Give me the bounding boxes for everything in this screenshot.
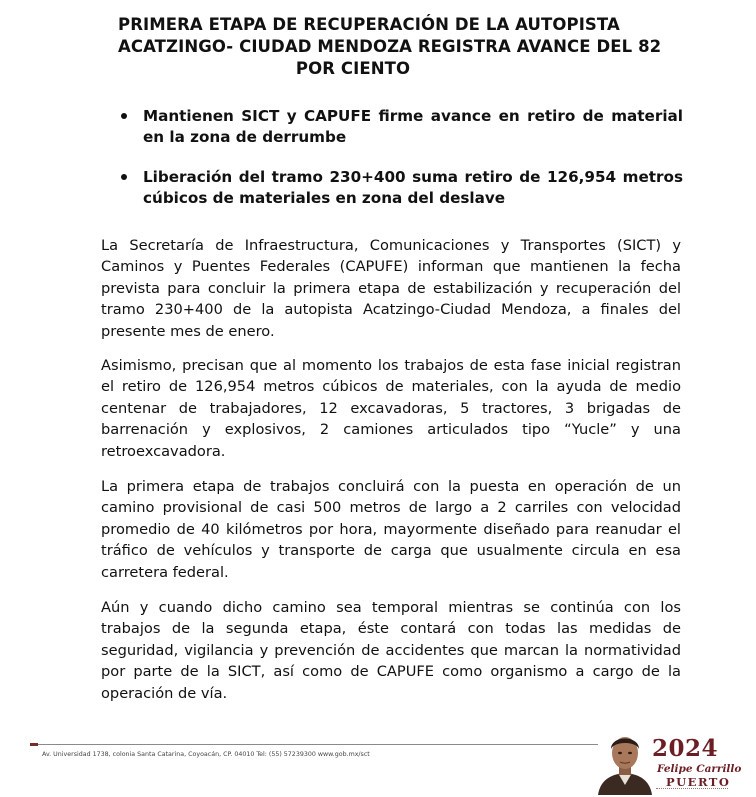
title-line-3: POR CIENTO xyxy=(295,59,411,78)
document-title xyxy=(118,14,662,80)
body-paragraph-4: Aún y cuando dicho camino sea temporal mientras se continúa con los trabajos de la segunda etapa, éste contará con todas las medidas de seguridad, vigilancia y prevención de accidentes que marcan la normatividad por parte de la SICT, así como de CAPUFE como organismo a cargo de la operación de vía. xyxy=(101,599,681,702)
body-paragraph-2: Asimismo, precisan que al momento los trabajos de esta fase inicial registran el retiro de 126,954 metros cúbicos de materiales, con la ayuda de medio centenar de trabajadores, 12 excavadoras, 5 tractores, 3 brigadas de barrenación y explosivos, 2 camiones articulados tipo “Yucle” y una retroexcavadora. xyxy=(101,357,681,460)
logo-year: 2024 xyxy=(652,735,719,762)
body-paragraph-1: La Secretaría de Infraestructura, Comunicaciones y Transportes (SICT) y Caminos y Puentes Federales (CAPUFE) informan que mantienen la fecha prevista para concluir la primera etapa de estabilización y recuperación del tramo 230+400 de la autopista Acatzingo-Ciudad Mendoza, a finales del presente mes de enero. xyxy=(101,237,681,340)
title-line-1: PRIMERA ETAPA DE RECUPERACIÓN DE LA AUTOPISTA xyxy=(118,15,620,34)
bullet-icon xyxy=(121,174,127,180)
highlight-item xyxy=(113,167,683,209)
footer-divider xyxy=(38,744,598,745)
logo-name-line-1: Felipe Carrillo xyxy=(657,763,742,775)
highlights-list xyxy=(113,106,683,209)
footer-address: Av. Universidad 1738, colonia Santa Catarina, Coyoacán, CP. 04010 Tel: (55) 57239300 www.gob.mx/sct xyxy=(42,751,370,758)
highlight-item xyxy=(113,106,683,148)
year-logo xyxy=(594,727,742,795)
bullet-icon xyxy=(121,113,127,119)
highlight-text: Liberación del tramo 230+400 suma retiro de 126,954 metros cúbicos de materiales en zona del deslave xyxy=(143,168,683,207)
body-paragraph-3: La primera etapa de trabajos concluirá con la puesta en operación de un camino provisional de casi 500 metros de largo a 2 carriles con velocidad promedio de 40 kilómetros por hora, mayormente diseñado para reanudar el tráfico de vehículos y transporte de carga que usualmente circula en esa carretera federal. xyxy=(101,478,681,581)
highlight-text: Mantienen SICT y CAPUFE firme avance en retiro de material en la zona de derrumbe xyxy=(143,107,683,146)
logo-tagline xyxy=(656,788,728,793)
title-line-2: ACATZINGO- CIUDAD MENDOZA REGISTRA AVANCE DEL 82 xyxy=(118,37,662,56)
logo-name-line-2: PUERTO xyxy=(666,775,731,789)
portrait-icon xyxy=(594,727,656,795)
